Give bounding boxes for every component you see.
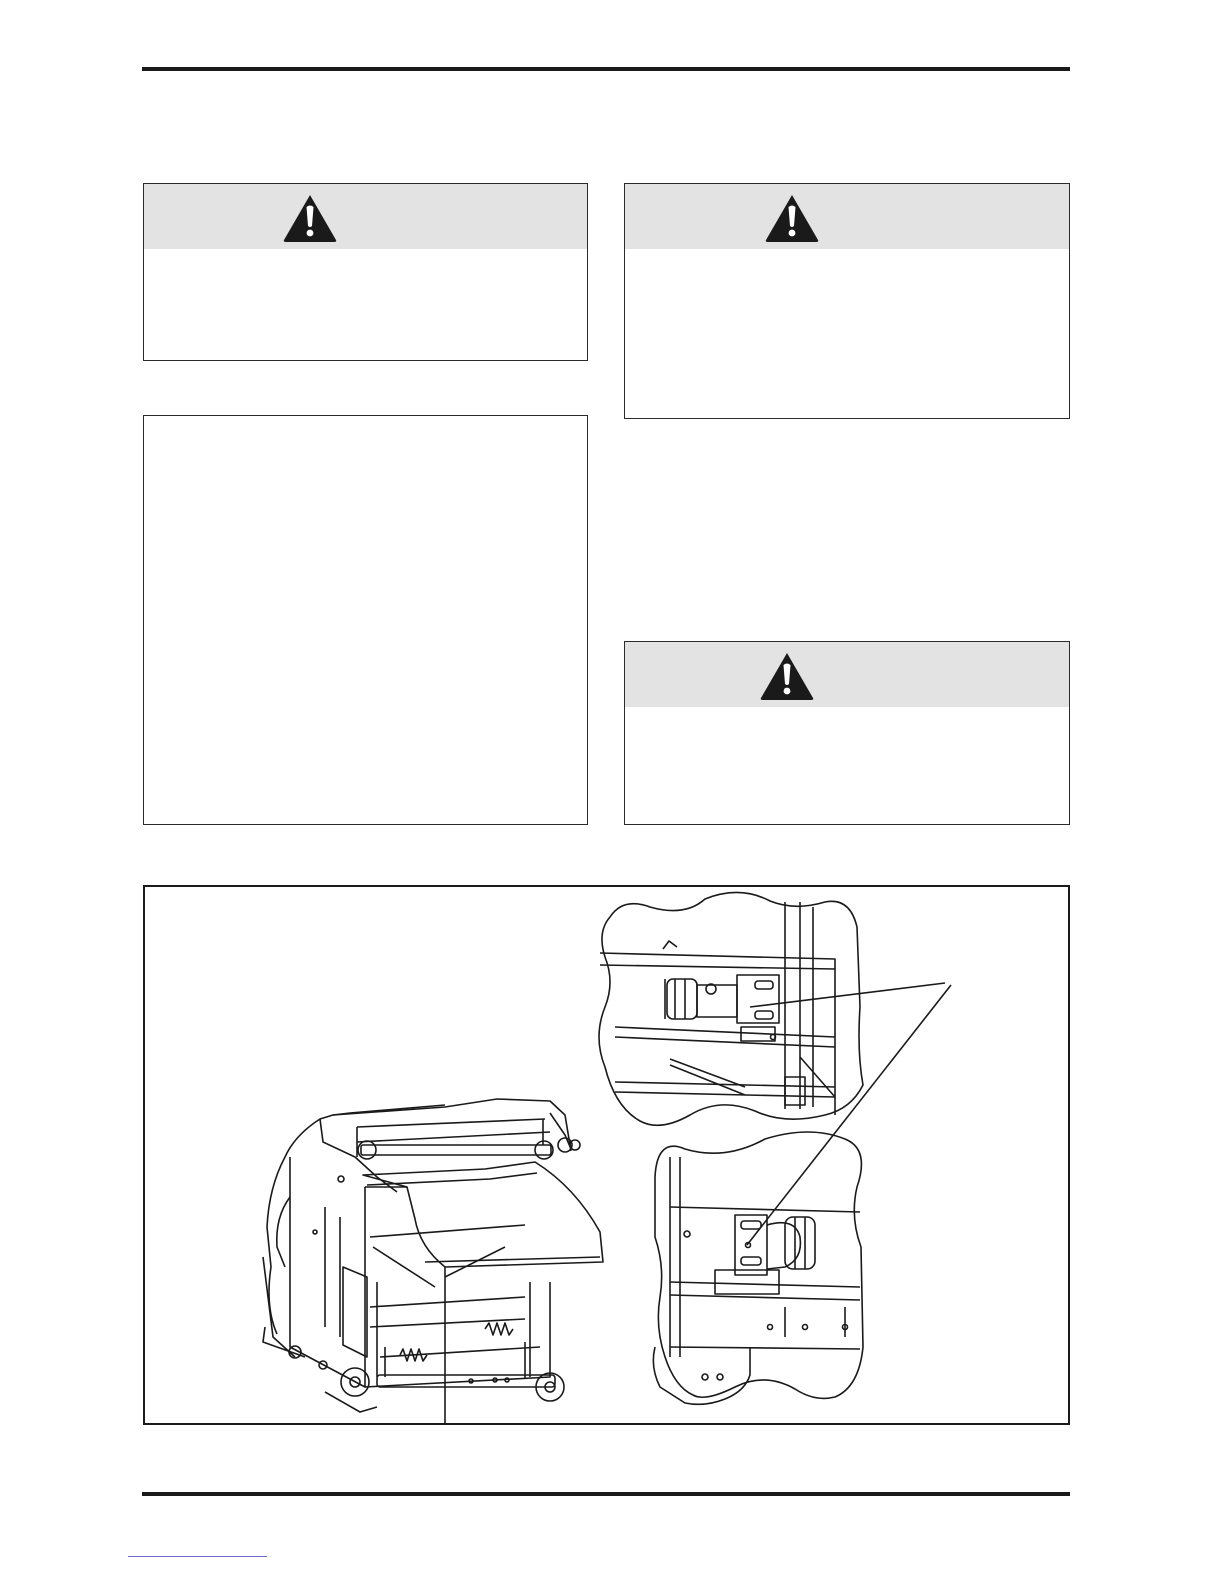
warning-triangle-icon xyxy=(759,651,815,701)
warning-box-2 xyxy=(624,183,1070,419)
note-box xyxy=(143,415,588,825)
detail-view-upper xyxy=(599,892,863,1125)
machine-overview-drawing xyxy=(263,1099,603,1423)
warning-header-band xyxy=(625,184,1069,249)
warning-header-band xyxy=(144,184,587,249)
figure-box xyxy=(143,885,1070,1425)
footer-rule xyxy=(142,1492,1070,1496)
warning-triangle-icon xyxy=(764,193,820,243)
warning-box-3 xyxy=(624,641,1070,825)
machine-illustration xyxy=(145,887,1068,1423)
warning-header-band xyxy=(625,642,1069,707)
warning-box-1 xyxy=(143,183,588,361)
detail-view-lower xyxy=(653,1132,863,1404)
warning-triangle-icon xyxy=(282,193,338,243)
footer-link-underline xyxy=(128,1556,267,1557)
header-rule xyxy=(142,67,1070,71)
